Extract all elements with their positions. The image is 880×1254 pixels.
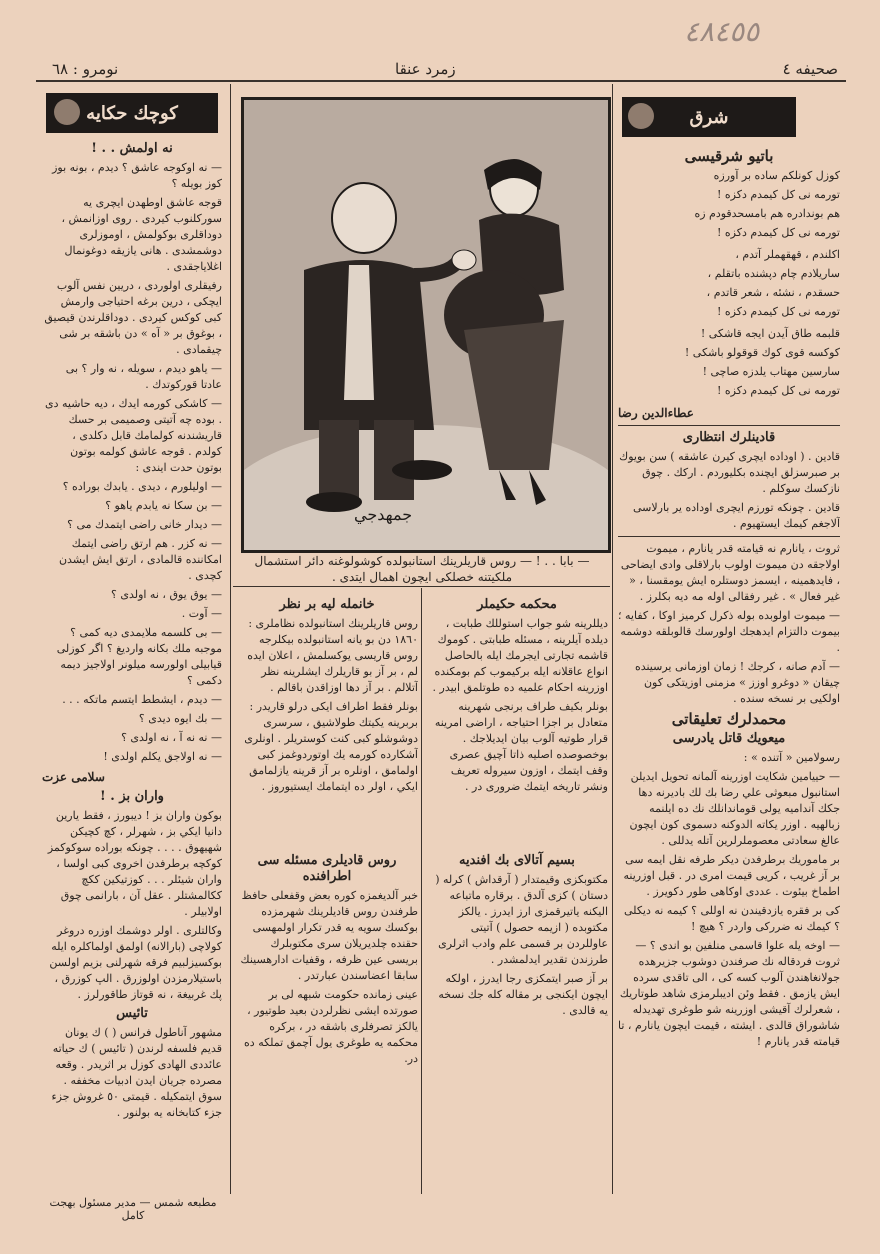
divider-left bbox=[230, 84, 231, 1194]
section-4-paragraph: — اوخه يله علوا قاسمى منلفين بو اندى ؟ — ثروت فردقاله نك صرفندن دوشوب جزيرهده جولانغاهندن آلوب كسه كى ، الى تاقدى سرده ايش يازمق . فقط وئن اديبلرمزى شاهد طوتاريك ، شعرلرك آقيشى اوزرينه شو طوغرى تهديدله شاشوراق قالدى . ايشته ، قيمت ايچون يانارم ، تا قيامته قدر يانارم ! bbox=[618, 939, 840, 1048]
poem-line: تورمه نى كل كيمدم دكزه ! bbox=[716, 188, 840, 201]
story-paragraph: رفيقلرى اولوردى ، دريين نفس آلوب ايچكى ، درين برغه احتياجى وارمش كبى كوكس كيردى . دوداقلرندن قيصيق ، بوغوق بر « آه » دن باشقه بر شى چيقمادى . bbox=[44, 279, 222, 356]
story-paragraph: — آوت . bbox=[181, 607, 222, 620]
section-divider bbox=[618, 536, 840, 537]
section-2-title: قادينلرك انتظارى bbox=[682, 430, 776, 445]
header-rule bbox=[36, 80, 846, 82]
divider-center-1 bbox=[421, 588, 422, 1194]
story-paragraph: — ياهو ديدم ، سويله ، نه وار ؟ بى عادتا قوركوتدك . bbox=[65, 362, 222, 391]
story-paragraph: — ديدار خانى راضى ايتمدك مى ؟ bbox=[67, 518, 222, 531]
poem-line: تورمه نى كل كيمدم دكزه ! bbox=[716, 226, 840, 239]
col-d-paragraph: خبر آلديغمزه كوره بعض وقفعلى حافظ طرفندن روس قاديلرينك شهرمزده بوكسك سويه يه قدر تكرار اولمهسى حقنده چلديريلان سرى مكتوبلرك بريسى عين ظرفه ، وقفيات ادارهسينك سابقا اعضاسندن عبارتدر . bbox=[240, 889, 418, 982]
poem-stanza bbox=[618, 247, 840, 320]
story-paragraph: — ديدم ، ايشطط ايتسم ماتكه . . . bbox=[62, 693, 222, 706]
poem-line: كوكسه قوى كوك قوقولو باشكى ! bbox=[684, 346, 840, 359]
story-paragraph: قوجه عاشق اوطهدن ايچرى يه سوركلنوب كيردى . روى اوزانمش ، دوداقلرى بوكولمش ، اوموزلرى دوشمشدى . هانى يازيقه دوغونمال اغلاياجقدى . bbox=[61, 196, 222, 273]
section-2-paragraph: قادين . چونكه تورزم ايچرى اوداده ير بارلاسى آلاجغم كيمك ايستهيوم . bbox=[632, 501, 840, 530]
poem-line: ساريلادم چام دپشنده باتقلم ، bbox=[707, 267, 840, 280]
col-a-paragraph: بونلر فقط اطراف ايكى درلو قاريدر : بربرينه يكيتك طولاشيق ، سرسرى دوشوشلو كبى كنت كوستريلر . اونلرى آشكارده كورمه يك اوتوردوغمز كبى اولمامق ، اونلره بر آز قرينه يازلمامق ايكي ، اولر ده ايتمامك ايستيوروز . bbox=[244, 700, 418, 793]
section-4-subtitle: ميعويك قاتل يادرسى bbox=[672, 731, 786, 746]
col-c-title: بسيم آتالاى بك افنديه bbox=[459, 853, 575, 868]
piece-2-title: واران بز . ! bbox=[100, 789, 164, 804]
printer-footer: مطبعه شمس — مدير مسئول بهجت كامل bbox=[49, 1196, 217, 1222]
right-column bbox=[618, 144, 840, 1184]
left-banner bbox=[46, 93, 218, 133]
section-4-paragraph: بر ماموريك برطرفدن ديكر طرفه نقل ايمه سى بر آز غريب ، كريى قيمت امرى در . قبل اوزرينه اطماخ بيئوت . عددى اوكاهى طور دكويرز . bbox=[623, 853, 840, 898]
left-banner-label: كوچك حكايه bbox=[86, 102, 178, 124]
col-a-paragraph: روس قاريلرينك استانبولده نظاملرى : ١٨٦٠ دن بو يانه استانبولده بيكلرجه روس قاريسى يوكسلمش ، اعلان ايده لم ، بر آز بو قاريلرك ايشلرينه نظر آتلالم . بر آز دها اوزاقدن باقالم . bbox=[247, 617, 418, 694]
poet-signature: عطاءالدين رضا bbox=[618, 406, 694, 420]
col-c-paragraph: بر آز صبر ايتمكزى رجا ايدرز ، اولكه ايچون ايكنجى بر مقاله كله جك نسخه يه قالدى . bbox=[438, 972, 608, 1017]
section-divider bbox=[618, 425, 840, 426]
story-paragraph: — نه اوكوجه عاشق ؟ ديدم ، بونه بوز كوز بويله ؟ bbox=[52, 161, 222, 190]
col-b-paragraph: ديللرينه شو جواب استوللك طبابت ، ديلده آيلرينه ، مسئله طبابتى . كوموك قاشمه تجارتى ايجرمك ايله بالحاصل انواع عاقلانه ايله بركيموب كم بومكنده اوزرينه احكام علميه ده طوتلمق ابيدر . bbox=[432, 617, 608, 694]
story-title: نه اولمش . . ! bbox=[91, 141, 173, 156]
right-banner bbox=[622, 97, 796, 137]
poem-line: حسقدم ، نشئه ، شعر قاتدم ، bbox=[706, 286, 840, 299]
story-paragraph: — بك ايوه ديدى ؟ bbox=[138, 712, 222, 725]
section-3-paragraph: ثروت ، يانارم نه قيامته قدر يانارم ، ميموت اولاجقه دن ميموت اولوب بارلاقلى وادى ايضاحى ، فايدهمينه ، ايسمز دوستلره ايش يومقسنا ، « غير فعال » . غير رفقالى اوله مه ديه بكلرز . bbox=[620, 542, 840, 603]
poem-line: كوزل كونلكم ساده بر آورزه bbox=[713, 169, 840, 182]
col-d-paragraph: عينى زمانده حكومت شبهه لى بر صورتده ايشى نظرلردن بعيد طوتيور ، يالكز تصرفلرى باشقه در ، بركره محكمه يه طوغرى يول آچمق تملكه ده در. bbox=[244, 988, 418, 1065]
section-4-paragraph: — حييامين شكايت اوزرينه آلمانه تحويل ايديلن استانبول مبعوثى علي رضا بك لك باديرنه دها جكك آنداميه يولى قوماندانلك نك ده ايلنمه زبالهيه . اوزر يكاته الدوكنه دسموى كون ايچون عالغ سعادتى معصوملرلرين آتله يدللى . bbox=[629, 770, 840, 847]
cartoon-signature: جمهدجي bbox=[354, 505, 413, 524]
left-column bbox=[42, 138, 222, 1188]
piece-2-paragraph: وكالتلرى . اولر دوشمك اوزره دروغر كولاچى (بارالانه) اولمق اولماكلره ايله بوكسيزلبيم فرقه شهرلنى بزيم اولسن باستيلارمزدن اولوزرق . الپ كوزرق ، پك غربيغة ، نه قوتاز طاقورلرز . bbox=[49, 924, 222, 1001]
story-paragraph: — بى كلسمه ملايمدى ديه كمى ؟ موجبه ملك بكانه وارديغ ؟ اگر كوزلى قيابيلى اولورسه ميلونر اولاجيز ديمه دكمى ؟ bbox=[56, 626, 222, 687]
divider-right bbox=[612, 84, 613, 1194]
col-c-paragraph: مكتوبكزى وقيمتدار ( آرقداش ) كرله ( دستان ) كزى آلدق . برقاره ماتباعه اليكنه ياتيرقمزى ارز ايدرز . يالكز مكتوبده ( ازيمه حصول ) آتيتى عاوللردن بر قسمى علم وادب اثرلرى طرزندن تقدير ايدلمشدر . bbox=[435, 873, 608, 966]
story-paragraph: — كاشكى كورمه ايدك ، ديه حاشيه دى . بوده چه آتيتى وصميمى بر حسك قاريشندنه كولمامك قابل دكلدى ، كولدم . قوجه عاشق كولمه بوتون بوتون حدت ايندى : bbox=[44, 397, 222, 474]
story-body bbox=[42, 160, 222, 765]
poem-stanza bbox=[618, 168, 840, 241]
handwritten-note: ٤٨٤٥٥ bbox=[684, 15, 760, 48]
header-issue-number: نومرو : ٦٨ bbox=[52, 60, 119, 78]
center-column-left bbox=[236, 594, 418, 844]
col-d-title: روس قاديلرى مسئله سى اطرافنده bbox=[257, 853, 397, 884]
poem-stanza bbox=[618, 326, 840, 399]
piece-3-paragraph: مشهور آناطول فرانس ( ) ك يونان قديم فلسفه لرندن ( تائيس ) ك حياته عائددى الهادى كوزل بر اثريدر . وقعه مصرده جريان ايدن ادبيات مخففه . سوق ايتمكيله . قيمتى ٥٠ غروش جزء جزء كتابخانه يه بولنور . bbox=[51, 1026, 222, 1119]
story-paragraph: — اوليلورم ، ديدى . يابدك بوراده ؟ bbox=[62, 480, 222, 493]
story-paragraph: — بن سكا نه يابدم ياهو ؟ bbox=[105, 499, 222, 512]
piece-3-title: تائيس bbox=[116, 1006, 148, 1021]
story-paragraph: — نه نه آ ، نه اولدى ؟ bbox=[121, 731, 222, 744]
caption-rule bbox=[233, 586, 610, 587]
story-paragraph: — يوق يوق ، نه اولدى ؟ bbox=[111, 588, 222, 601]
col-b-title: محكمه حكيملر bbox=[477, 597, 557, 612]
center-column-left-lower bbox=[236, 850, 418, 1180]
poem-line: هم بوندادره هم بامسحدقودم زه bbox=[694, 207, 840, 220]
col-b-paragraph: بونلر بكيف طراف برنجى شهرينه متعادل بر اجزا احتياجه ، اراضى امرينه قرار طوتيه آلوب بيان ايديلاجك . بوخصوصده اصليه ذاتا آچيق عصرى وقف ايتمك ، اوزون سيروله تعريف ونشر تاريخه ايتمك ضرورى در . bbox=[434, 700, 608, 793]
banner-ornament-icon bbox=[54, 99, 80, 125]
story-paragraph: — نه اولاجق يكلم اولدى ! bbox=[103, 750, 222, 763]
section-2-paragraph: قادين . ( اوداده ايچرى كيرن عاشقه ) سن بويوك بر صبرسزلق ايچنده بكليوردم . اركك . چوق نازكسك سوكلم . bbox=[619, 450, 840, 495]
section-4-paragraph: كى بر فقره يازدقيندن نه اوللى ؟ كيمه نه ديكلى ؟ كيمك نه ضرركى واردر ؟ هيچ ! bbox=[624, 904, 840, 933]
banner-ornament-icon bbox=[628, 103, 654, 129]
section-3-paragraph: — ميموت اولوبده بوله ذكرل كرميز اوكا ، كفايه ؛ بيموت دالتزام ايدهجك اولورسك قالوبلقه دوشمه . bbox=[618, 609, 840, 654]
center-column-right-lower bbox=[426, 850, 608, 1180]
story-paragraph: — نه كزر . هم ارتق راضى ايتمك امكاننده قالمادى ، ارتق ايش ايشدن كچدى . bbox=[58, 537, 222, 582]
piece-2-paragraph: بوكون واران بز ! ديبورز ، فقط يارين دانيا ايكي بز ، شهرلر ، كچ كچيكن شهيهوق . . . . چونكه بوراده سوكوكمز كوكچه برطرفدن اخروى كبى اولسا ، واران شيئلر . . . كوزتيكين ككچ ككالمشتلر . عقل آن ، بارانمى چوق اولابيلر . bbox=[47, 809, 222, 918]
col-a-title: خانمله ليه بر نظر bbox=[279, 597, 375, 612]
poem-line: تورمه نى كل كيمدم دكزه ! bbox=[716, 384, 840, 397]
story-signature: سلامی عزت bbox=[42, 770, 105, 784]
cartoon-caption: — بابا . . ! — روس قاريلرينك استانبولده كوشولوغنه دائر استشمال ملكيتنه خصلكى ايچون اهمال ايتدى . bbox=[254, 554, 590, 584]
poem-line: تورمه نى كل كيمدم دكزه ! bbox=[716, 305, 840, 318]
cartoon-illustration bbox=[241, 97, 611, 553]
right-banner-label: شرق bbox=[689, 106, 729, 128]
header-page-number: صحیفه ٤ bbox=[782, 60, 838, 78]
header-title: زمرد عنقا bbox=[395, 60, 456, 78]
section-3-paragraph: — آدم صانه ، كرجك ! زمان اوزمانى يرسينده چيقان « دوغرو اوزز » مزمنى اوزيتكى كون اولكيى بر نسخه سنده . bbox=[634, 660, 840, 705]
section-4-paragraph: رسولامين « آتنده » : bbox=[743, 751, 840, 764]
poem-line: قلبمه طاق آيدن ايجه قاشكى ! bbox=[700, 327, 840, 340]
poem-line: اكلندم ، قهقهملر آتدم ، bbox=[735, 248, 840, 261]
poem-line: سارسين مهتاب يلدزه صاچى ! bbox=[702, 365, 840, 378]
center-column-right bbox=[426, 594, 608, 844]
poem-title: باتيو شرقيسى bbox=[684, 147, 774, 165]
cartoon-svg bbox=[244, 100, 608, 550]
section-4-title: محمدلرك تعليقاتى bbox=[671, 710, 787, 728]
